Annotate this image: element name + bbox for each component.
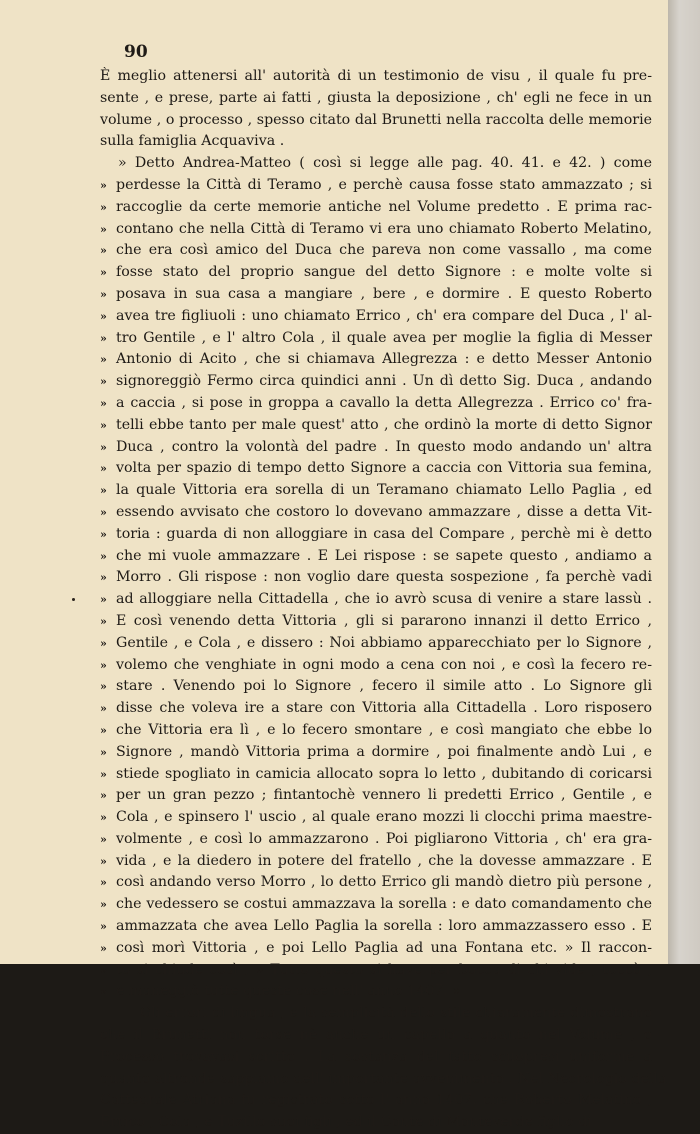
text-line (100, 1047, 652, 1069)
line-text: raccoglie da certe memorie antiche nel Volume predetto . E prima rac- (116, 198, 652, 215)
text-line (100, 480, 652, 502)
text-line (100, 197, 652, 219)
line-text: ad alloggiare nella Cittadella , che io avrò scusa di venire a stare lassù . (116, 591, 652, 608)
quote-mark: » (100, 876, 107, 890)
line-text: Cola , e spinsero l' uscio , al quale erano mozzi li clocchi prima maestre- (116, 809, 652, 826)
quote-mark: » (100, 200, 107, 214)
line-text: Gentile , e Cola , e dissero : Noi abbiamo apparecchiato per lo Signore , (116, 634, 652, 651)
margin-mark (72, 598, 75, 601)
quote-mark: » (100, 505, 107, 519)
quote-mark: » (100, 222, 107, 236)
quote-mark: » (100, 593, 107, 607)
line-text: perdesse la Città di Teramo , e perchè causa fosse stato ammazzato ; si (116, 176, 652, 193)
text-line (100, 458, 652, 480)
text-line (100, 633, 652, 655)
text-line (100, 764, 652, 786)
text-line (100, 872, 652, 894)
text-line (100, 981, 652, 1003)
text-line (100, 240, 652, 262)
quote-mark: » (100, 985, 107, 999)
line-text: disse che voleva ire a stare con Vittoria alla Cittadella . Loro risposero (116, 700, 652, 717)
quote-mark: » (100, 549, 107, 563)
line-text: a caccia , si pose in groppa a cavallo la detta Allegrezza . Errico co' fra- (116, 394, 652, 411)
line-text: volmente , e così lo ammazzarono . Poi pigliarono Vittoria , ch' era gra- (116, 830, 652, 847)
line-text: quanto altronde sappiamo dell' importante avvenimento . Nel Necrologio della (100, 1070, 667, 1087)
quote-mark: » (100, 702, 107, 716)
text-line (100, 306, 652, 328)
text-line (100, 415, 652, 437)
quote-mark: » (100, 462, 107, 476)
line-text: vida , e la diedero in potere del fratello , che la dovesse ammazzare . E (116, 852, 652, 869)
text-line (100, 742, 652, 764)
text-line (100, 655, 652, 677)
text-line (100, 676, 652, 698)
quote-mark: » (100, 614, 107, 628)
text-line (100, 1003, 652, 1025)
quote-mark: » (100, 266, 107, 280)
line-text: volemo che venghiate in ogni modo a cena con noi , e così la fecero re- (116, 656, 652, 673)
text-line (100, 393, 652, 415)
line-text: toria : guarda di non alloggiare in casa del Compare , perchè mi è detto (116, 525, 652, 542)
quote-mark: » (100, 832, 107, 846)
text-line (100, 328, 652, 350)
text-line (100, 219, 652, 241)
line-text: contano che nella Città di Teramo vi era uno chiamato Roberto Melatino, (116, 220, 652, 237)
page-text (100, 66, 667, 1134)
quote-mark: » (100, 418, 107, 432)
line-text: stare . Venendo poi lo Signore , fecero il simile atto . Lo Signore gli (116, 678, 652, 695)
text-line (100, 153, 652, 175)
quote-mark: » (100, 353, 107, 367)
line-text: Duca , contro la volontà del padre . In questo modo andando un' altra (116, 438, 652, 455)
text-line (100, 960, 652, 982)
line-text: essendo avvisato che costoro lo dovevano ammazzare , disse a detta Vit- (116, 503, 652, 520)
line-text: la quale Vittoria era sorella di un Teramano chiamato Lello Paglia , ed (116, 482, 652, 499)
text-line (100, 437, 652, 459)
line-text: ammazzata che avea Lello Paglia la sorella : loro ammazzassero esso . E (116, 918, 652, 935)
line-text: che mi vuole ammazzare . E Lei rispose : se sapete questo , andiamo a (116, 547, 652, 564)
text-line (100, 349, 652, 371)
line-text: Cattedrale Atriana fu registrato sotto l' anno 1407. che Roberto Melatino , (100, 1092, 652, 1109)
line-text: che Vittoria era lì , e lo fecero smontare , e così mangiato che ebbe lo (116, 721, 652, 738)
text-line (100, 589, 652, 611)
line-text: tro Gentile , e l' altro Cola , il quale avea per moglie la figlia di Messer (116, 329, 652, 346)
line-text: Errico , Cola , e Tuzillo suoi figli , ed il Conte di Monteverde figlio di (100, 1114, 592, 1131)
text-line (100, 611, 652, 633)
text-line (100, 524, 652, 546)
quote-mark: » (100, 484, 107, 498)
line-text: stiede spogliato in camicia allocato sopra lo letto , dubitando di coricarsi (116, 765, 652, 782)
text-line (100, 894, 652, 916)
quote-mark: » (100, 636, 107, 650)
quote-mark: » (100, 745, 107, 759)
line-text: Antonio di Acito , che si chiamava Allegrezza : e detto Messer Antonio (116, 351, 652, 368)
line-text: volta per spazio di tempo detto Signore a caccia con Vittoria sua femina, (116, 460, 652, 477)
text-line (100, 175, 652, 197)
line-text: to si chiude così ; » Tutto questo si have per bocca di chi vide , toccò , (116, 961, 652, 978)
quote-mark: » (100, 571, 107, 585)
quote-mark: » (100, 680, 107, 694)
line-text: sulla famiglia Acquaviva . (100, 133, 285, 150)
text-line (100, 371, 652, 393)
line-text: Processo trovavasi scritto . La sostanza del fatto scuopresi uniforme a (100, 1048, 652, 1065)
line-text: sente , e prese, parte ai fatti , giusta la deposizione , ch' egli ne fece in un (100, 89, 652, 106)
text-line (100, 1069, 667, 1091)
text-line (100, 916, 652, 938)
line-text: fosse stato del proprio sangue del detto Signore : e molte volte si (116, 264, 652, 281)
text-line (100, 938, 652, 960)
quote-mark: » (100, 723, 107, 737)
quote-mark: » (100, 440, 107, 454)
line-text: così andando verso Morro , lo detto Errico gli mandò dietro più persone , (116, 874, 652, 891)
text-line (100, 1025, 652, 1047)
text-line (100, 720, 652, 742)
quote-mark: » (100, 244, 107, 258)
quote-mark: » (100, 375, 107, 389)
text-line (100, 262, 652, 284)
line-text: Morro . Gli rispose : non voglio dare questa sospezione , fa perchè vadi (116, 569, 652, 586)
line-text: che vedessero se costui ammazzava la sorella : e dato comandamento che (116, 896, 652, 913)
line-text: per un gran pezzo ; fintantochè vennero li predetti Errico , Gentile , e (116, 787, 652, 804)
quote-mark: » (100, 527, 107, 541)
line-text: È meglio attenersi all' autorità di un testimonio de visu , il quale fu pre- (100, 68, 652, 84)
line-text: e maneggiò tutte queste cose nell' anno 1407. » (116, 983, 462, 1000)
quote-mark: » (100, 920, 107, 934)
quote-mark: » (100, 811, 107, 825)
quote-mark: » (100, 789, 107, 803)
quote-mark: » (100, 309, 107, 323)
quote-mark: » (100, 898, 107, 912)
page-number: 90 (124, 42, 148, 62)
quote-mark: » (100, 854, 107, 868)
text-line (100, 698, 652, 720)
text-line (100, 807, 652, 829)
quote-mark: » (100, 396, 107, 410)
text-line (100, 546, 652, 568)
text-line (100, 131, 652, 153)
line-text: Signore , mandò Vittoria prima a dormire , poi finalmente andò Lui , e (116, 743, 652, 760)
book-edge (668, 0, 700, 964)
quote-mark: » (100, 963, 107, 977)
text-line (100, 1090, 652, 1112)
text-line (100, 785, 652, 807)
line-text: telli ebbe tanto per male quest' atto , che ordinò la morte di detto Signor (116, 416, 652, 433)
line-text: avea tre figliuoli : uno chiamato Errico , ch' era compare del Duca , l' al- (116, 307, 652, 324)
text-line (100, 567, 652, 589)
text-line (100, 1112, 652, 1134)
quote-mark: » (100, 767, 107, 781)
line-text: E così venendo detta Vittoria , gli si pararono innanzi il detto Errico , (116, 612, 652, 629)
line-text: » Detto Andrea-Matteo ( così si legge alle pag. 40. 41. e 42. ) come (118, 155, 652, 172)
text-line (100, 284, 652, 306)
line-text: volume , o processo , spesso citato dal Brunetti nella raccolta delle memorie (100, 111, 652, 128)
text-line (100, 829, 652, 851)
line-text: posava in sua casa a mangiare , bere , e dormire . E questo Roberto (116, 285, 652, 302)
text-line (100, 851, 652, 873)
text-line (100, 66, 652, 88)
quote-mark: » (100, 941, 107, 955)
quote-mark: » (100, 178, 107, 192)
quote-mark: » (100, 658, 107, 672)
quote-mark: » (100, 331, 107, 345)
text-line (100, 110, 652, 132)
line-text: Gli errori di lingua , e la semplicità dello stile chiaramente dimostrano (140, 1005, 652, 1022)
text-line (100, 88, 652, 110)
line-text: che era così amico del Duca che pareva non come vassallo , ma come (116, 242, 652, 259)
line-text: signoreggiò Fermo circa quindici anni . Un dì detto Sig. Duca , andando (116, 373, 652, 390)
line-text: che il Brunetti non torse nè anche un capello a quanto nel Volume , o (100, 1027, 652, 1044)
quote-mark: » (100, 287, 107, 301)
line-text: così morì Vittoria , e poi Lello Paglia ad una Fontana etc. » Il raccon- (116, 939, 652, 956)
text-line (100, 502, 652, 524)
